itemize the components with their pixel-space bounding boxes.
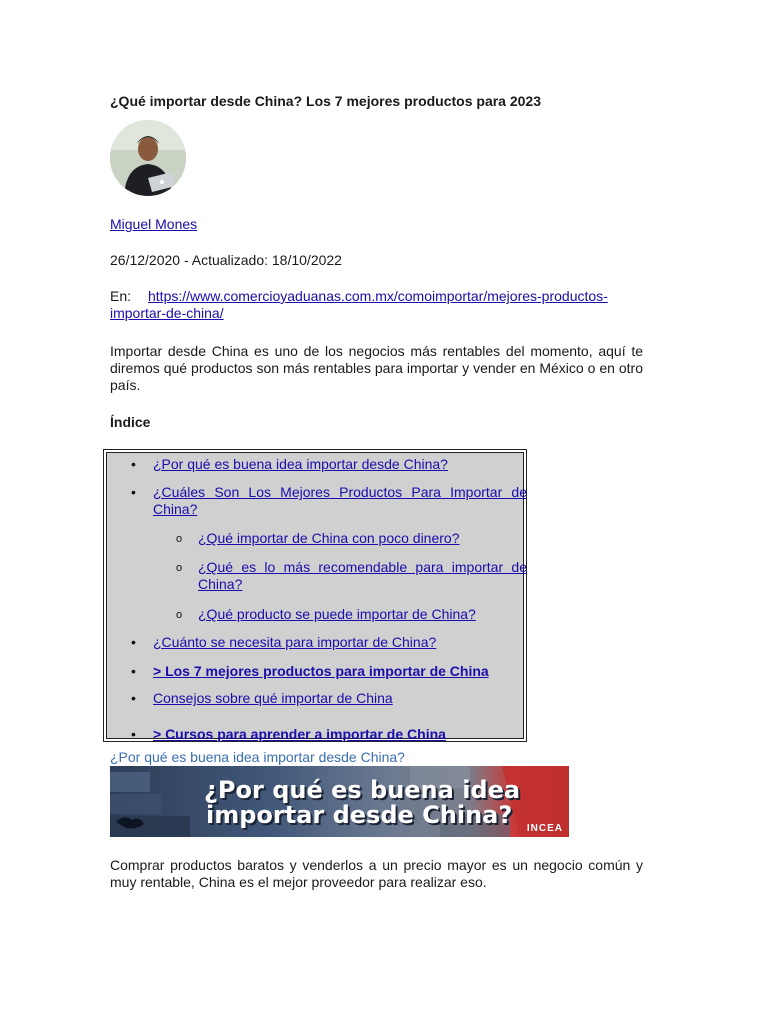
- toc-item-label[interactable]: > Los 7 mejores productos para importar de China: [153, 663, 489, 679]
- article-title: ¿Qué importar desde China? Los 7 mejores productos para 2023: [110, 93, 542, 109]
- toc-item-label[interactable]: ¿Cuánto se necesita para importar de China?: [153, 634, 437, 650]
- toc-subitem-label[interactable]: ¿Qué importar de China con poco dinero?: [198, 530, 460, 546]
- toc-item[interactable]: [131, 634, 527, 651]
- banner-brand-logo: INCEA: [526, 823, 563, 834]
- toc-panel: [106, 452, 527, 742]
- source-url-link[interactable]: https://www.comercioyaduanas.com.mx/comoimportar/mejores-productos-importar-de-china/: [110, 288, 608, 321]
- circle-bullet-icon: o: [176, 562, 183, 574]
- bullet-icon: •: [131, 726, 136, 742]
- toc-item-label[interactable]: > Cursos para aprender a importar de China: [153, 726, 446, 742]
- section-banner-image: [110, 766, 569, 837]
- toc-item-label[interactable]: ¿Por qué es buena idea importar desde China?: [153, 456, 448, 472]
- table-of-contents: [103, 449, 527, 742]
- toc-item[interactable]: [131, 663, 527, 680]
- banner-line2: importar desde China?: [206, 801, 513, 829]
- bullet-icon: •: [131, 690, 136, 706]
- author-photo: [110, 120, 186, 196]
- author-avatar: [110, 120, 186, 196]
- source-label: En:: [110, 288, 132, 304]
- closing-paragraph: Comprar productos baratos y venderlos a un precio mayor es un negocio común y muy rentable, China es el mejor proveedor para realizar eso.: [110, 857, 643, 890]
- toc-subitem[interactable]: [176, 530, 527, 547]
- toc-item-label[interactable]: Consejos sobre qué importar de China: [153, 690, 393, 706]
- circle-bullet-icon: o: [176, 533, 183, 545]
- toc-subitem-label[interactable]: ¿Qué producto se puede importar de China?: [198, 606, 476, 622]
- source-line: [110, 288, 643, 322]
- toc-subitem[interactable]: [176, 559, 527, 593]
- toc-subitem[interactable]: [176, 606, 527, 623]
- intro-paragraph: Importar desde China es uno de los negocios más rentables del momento, aquí te diremos qué productos son más rentables para importar y vender en México o en otro país.: [110, 343, 643, 393]
- toc-subitem-label[interactable]: ¿Qué es lo más recomendable para importar de China?: [198, 559, 527, 592]
- publish-dateline: 26/12/2020 - Actualizado: 18/10/2022: [110, 252, 342, 268]
- bullet-icon: •: [131, 456, 136, 472]
- bullet-icon: •: [131, 484, 136, 500]
- toc-item[interactable]: [131, 456, 527, 473]
- banner-line1: ¿Por qué es buena idea: [204, 776, 521, 804]
- toc-item[interactable]: [131, 726, 527, 743]
- bullet-icon: •: [131, 634, 136, 650]
- toc-item[interactable]: [131, 484, 527, 518]
- circle-bullet-icon: o: [176, 609, 183, 621]
- index-heading: Índice: [110, 414, 151, 430]
- toc-item-label[interactable]: ¿Cuáles Son Los Mejores Productos Para Importar de China?: [153, 484, 527, 517]
- author-link[interactable]: Miguel Mones: [110, 216, 198, 232]
- section-heading: ¿Por qué es buena idea importar desde China?: [110, 749, 405, 765]
- bullet-icon: •: [131, 663, 136, 679]
- toc-item[interactable]: [131, 690, 527, 707]
